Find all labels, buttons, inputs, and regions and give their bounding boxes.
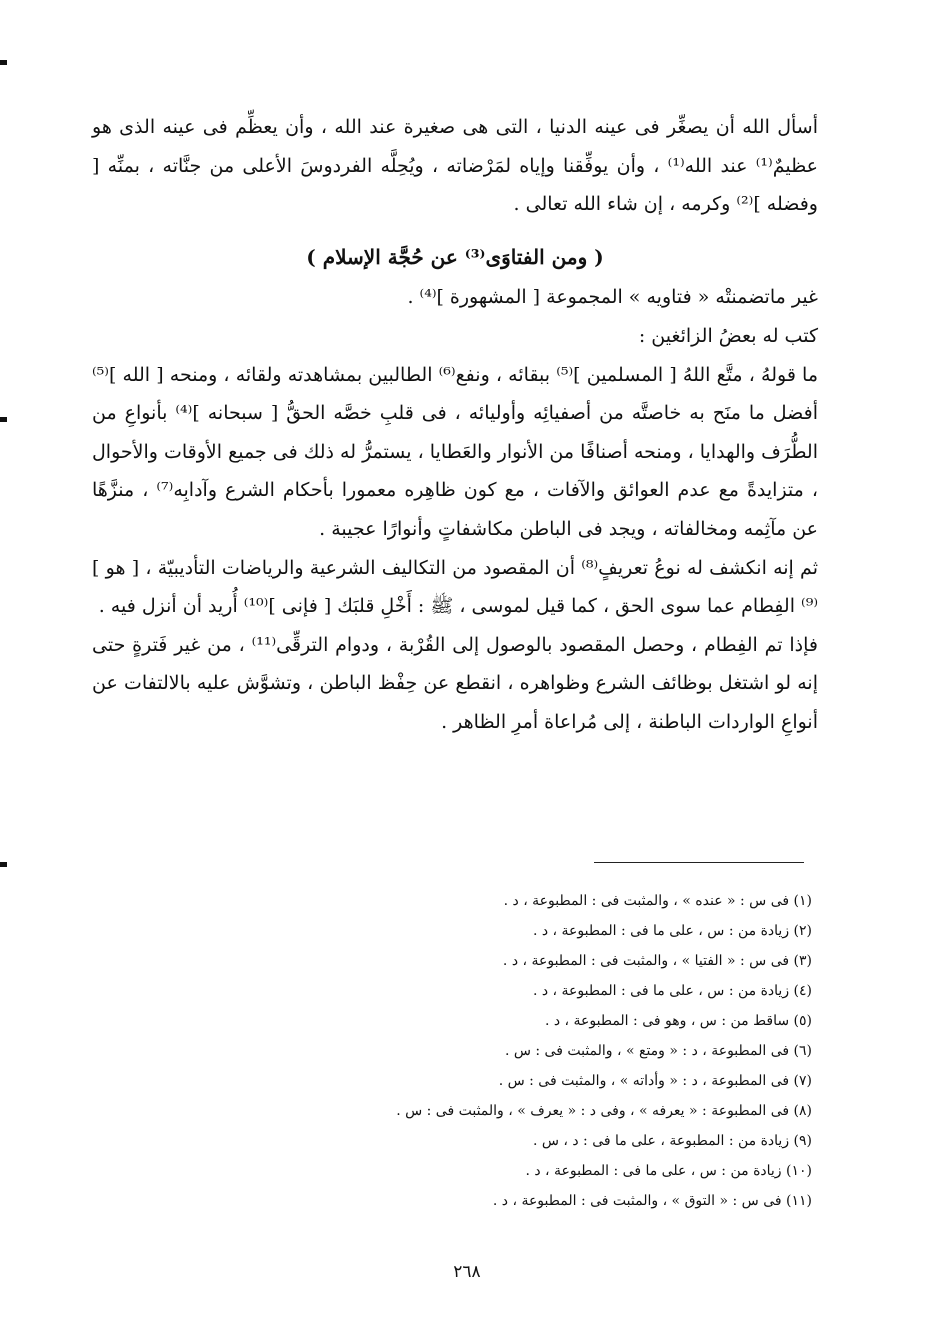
footnote: (١) فى س : « عنده » ، والمثبت فى : المطبوعة ، د .: [503, 893, 812, 909]
page-number: ٢٦٨: [453, 1262, 481, 1282]
main-text: [92, 108, 818, 742]
footnote: (٦) فى المطبوعة ، د : « ومتع » ، والمثبت فى : س .: [504, 1043, 812, 1059]
footnote: (٥) ساقط من : س ، وهو فى : المطبوعة ، د .: [544, 1013, 812, 1029]
binding-mark: [0, 862, 7, 867]
binding-mark: [0, 60, 7, 65]
footnote: (٣) فى س : « الفتيا » ، والمثبت فى : المطبوعة ، د .: [502, 953, 812, 969]
paragraph-3: كتب له بعضُ الزائغين :: [638, 324, 818, 347]
paragraph-6: فإذا تم الفِطام ، وحصل المقصود بالوصول إلى القُرْبة ، ودوام الترقِّى⁽¹¹⁾ ، من غير فَترةٍ حتى إنه لو اشتغل بوظائف الشرع وظواهره ، انقطع عن حِفْظ الباطن ، وتشوَّش عليه بالالتفات عن أنواعِ الواردات الباطنة ، إلى مُراعاة أمرِ الظاهر .: [92, 633, 819, 733]
footnote: (١٠) زيادة من : س ، على ما فى : المطبوعة ، د .: [525, 1163, 812, 1179]
footnotes: [300, 886, 812, 1216]
footnote-divider: [594, 862, 804, 863]
paragraph-2: غير ماتضمنتْه « فتاويه » المجموعة [ المشهورة ]⁽⁴⁾ .: [407, 286, 818, 309]
footnote: (١١) فى س : « التوق » ، والمثبت فى : المطبوعة ، د .: [492, 1193, 812, 1209]
footnote: (٤) زيادة من : س ، على ما فى : المطبوعة ، د .: [532, 983, 812, 999]
paragraph-5: ثم إنه انكشف له نوعُ تعريفٍ⁽⁸⁾ أن المقصود من التكاليف الشرعية والرياضات التأديبيّة ، [ هو ]⁽⁹⁾ الفِطام عما سوى الحق ، كما قيل لموسى ، ﷺ : أَخْلِ قلبَك [ فإنى ]⁽¹⁰⁾ أُريد أن أنزل فيه .: [92, 556, 818, 618]
footnote: (٧) فى المطبوعة ، د : « وأداته » ، والمثبت فى : س .: [498, 1073, 812, 1089]
binding-mark: [0, 417, 7, 422]
footnote: (٢) زيادة من : س ، على ما فى : المطبوعة ، د .: [532, 923, 812, 939]
footnote: (٩) زيادة من : المطبوعة ، على ما فى : د ، س .: [532, 1133, 812, 1149]
paragraph-1: أسأل الله أن يصغِّر فى عينه الدنيا ، التى هى صغيرة عند الله ، وأن يعظِّم فى عينه الذى هو عظيمٌ⁽¹⁾ عند الله⁽¹⁾ ، وأن يوفِّقنا وإياه لمَرْضاته ، ويُحِلَّه الفردوسَ الأعلى من جنَّاته ، بمنِّه [ وفضله ]⁽²⁾ وكرمه ، إن شاء الله تعالى .: [92, 116, 819, 216]
section-heading: ( ومن الفتاوَى⁽³⁾ عن حُجَّة الإسلام ): [306, 244, 604, 269]
footnote: (٨) فى المطبوعة : « يعرفه » ، وفى د : « يعرف » ، والمثبت فى : س .: [396, 1103, 812, 1119]
paragraph-4: ما قولهُ ، متَّع اللهُ [ المسلمين ]⁽⁵⁾ ببقائه ، ونفع⁽⁶⁾ الطالبين بمشاهدته ولقائه ، ومنحه [ الله ]⁽⁵⁾ أفضل ما منَح به خاصتَّه من أصفيائِه وأوليائه ، فى قلبِ خصَّه الحقُّ [ سبحانه ]⁽⁴⁾ بأنواعِ من الطُّرَف والهدايا ، ومنحه أصنافًا من الأنوار والعَطايا ، يستمرُّ له ذلك فى جميع الأوقات والأحوال ، متزايدةً مع عدم العوائق والآفات ، مع كون ظاهِره معمورا بأحكام الشرع وآدابِه⁽⁷⁾ ، منزَّهًا عن مآثِمه ومخالفاته ، ويجد فى الباطن مكاشفاتٍ وأنوارًا عجيبة .: [92, 363, 819, 540]
